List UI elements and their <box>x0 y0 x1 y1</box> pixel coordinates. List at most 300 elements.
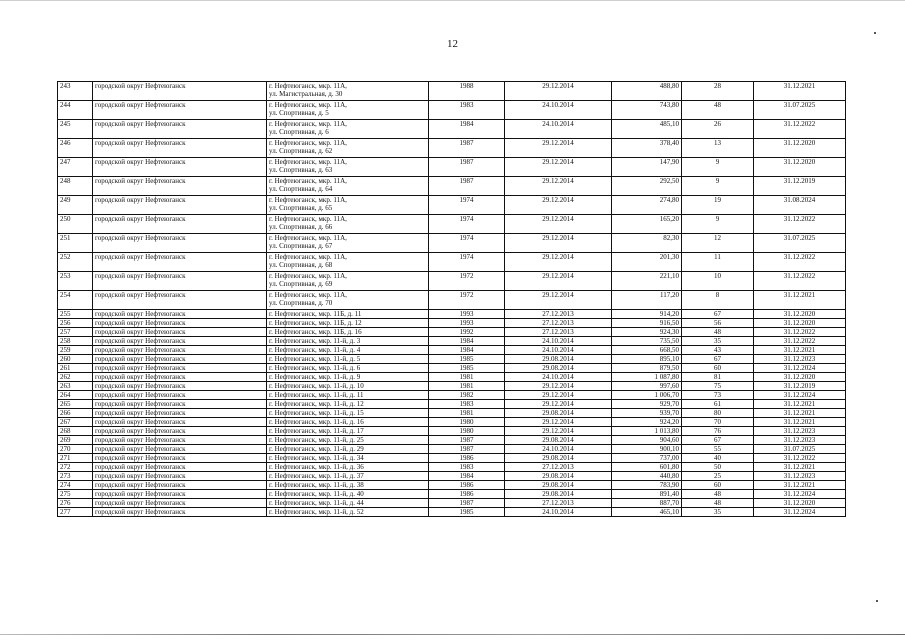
cell-number: 254 <box>58 291 93 310</box>
cell-number: 267 <box>58 418 93 427</box>
cell-date: 29.12.2014 <box>505 418 612 427</box>
cell-number: 244 <box>58 101 93 120</box>
address-street-line: ул. Спортивная, д. 70 <box>269 299 333 307</box>
cell-date: 24.10.2014 <box>505 337 612 346</box>
cell-address <box>267 101 429 120</box>
table-row <box>58 101 846 120</box>
address-line: г. Нефтеюганск, мкр. 11-й, д. 3 <box>269 337 361 345</box>
cell-deadline: 31.12.2024 <box>754 490 846 499</box>
cell-area: 743,80 <box>612 101 682 120</box>
address-line: г. Нефтеюганск, мкр. 11-й, д. 5 <box>269 355 361 363</box>
cell-deadline: 31.12.2019 <box>754 382 846 391</box>
address-line: г. Нефтеюганск, мкр. 11А, <box>269 82 347 90</box>
cell-year: 1987 <box>429 139 505 158</box>
cell-area: 891,40 <box>612 490 682 499</box>
cell-district: городской округ Нефтеюганск <box>93 454 267 463</box>
cell-deadline: 31.12.2022 <box>754 215 846 234</box>
cell-address <box>267 481 429 490</box>
cell-number: 262 <box>58 373 93 382</box>
cell-deadline: 31.12.2021 <box>754 463 846 472</box>
table-row <box>58 328 846 337</box>
cell-address <box>267 427 429 436</box>
table-row <box>58 346 846 355</box>
cell-count: 40 <box>682 454 754 463</box>
cell-count: 75 <box>682 382 754 391</box>
address-line: г. Нефтеюганск, мкр. 11-й, д. 44 <box>269 499 364 507</box>
cell-year: 1988 <box>429 82 505 101</box>
cell-date: 29.12.2014 <box>505 139 612 158</box>
cell-number: 259 <box>58 346 93 355</box>
table-row <box>58 196 846 215</box>
cell-deadline: 31.12.2021 <box>754 481 846 490</box>
address-line: г. Нефтеюганск, мкр. 11-й, д. 36 <box>269 463 364 471</box>
cell-date: 29.12.2014 <box>505 427 612 436</box>
cell-count: 26 <box>682 120 754 139</box>
table-row <box>58 391 846 400</box>
cell-date: 29.08.2014 <box>505 490 612 499</box>
cell-deadline: 31.12.2021 <box>754 291 846 310</box>
cell-area: 274,80 <box>612 196 682 215</box>
cell-area: 201,30 <box>612 253 682 272</box>
cell-area: 997,60 <box>612 382 682 391</box>
cell-deadline: 31.12.2020 <box>754 310 846 319</box>
cell-deadline: 31.07.2025 <box>754 445 846 454</box>
cell-count: 55 <box>682 445 754 454</box>
cell-date: 29.08.2014 <box>505 364 612 373</box>
cell-address <box>267 436 429 445</box>
cell-deadline: 31.12.2024 <box>754 364 846 373</box>
table-row <box>58 139 846 158</box>
cell-number: 247 <box>58 158 93 177</box>
cell-address <box>267 382 429 391</box>
cell-address <box>267 400 429 409</box>
cell-district: городской округ Нефтеюганск <box>93 481 267 490</box>
cell-address <box>267 355 429 364</box>
cell-year: 1983 <box>429 101 505 120</box>
cell-deadline: 31.12.2023 <box>754 436 846 445</box>
scan-speck <box>874 32 876 34</box>
cell-date: 29.12.2014 <box>505 234 612 253</box>
cell-count: 70 <box>682 418 754 427</box>
cell-area: 887,70 <box>612 499 682 508</box>
cell-date: 29.08.2014 <box>505 454 612 463</box>
table-row <box>58 490 846 499</box>
cell-count: 60 <box>682 481 754 490</box>
cell-district: городской округ Нефтеюганск <box>93 499 267 508</box>
cell-district: городской округ Нефтеюганск <box>93 253 267 272</box>
cell-number: 269 <box>58 436 93 445</box>
cell-district: городской округ Нефтеюганск <box>93 82 267 101</box>
cell-district: городской округ Нефтеюганск <box>93 177 267 196</box>
cell-count: 76 <box>682 427 754 436</box>
cell-district: городской округ Нефтеюганск <box>93 427 267 436</box>
cell-count: 73 <box>682 391 754 400</box>
address-line: г. Нефтеюганск, мкр. 11А, <box>269 215 347 223</box>
cell-area: 924,30 <box>612 328 682 337</box>
cell-date: 24.10.2014 <box>505 120 612 139</box>
cell-count: 81 <box>682 373 754 382</box>
cell-district: городской округ Нефтеюганск <box>93 418 267 427</box>
cell-count: 80 <box>682 409 754 418</box>
address-street-line: ул. Спортивная, д. 5 <box>269 109 329 117</box>
cell-address <box>267 418 429 427</box>
cell-address <box>267 177 429 196</box>
address-line: г. Нефтеюганск, мкр. 11А, <box>269 196 347 204</box>
cell-address <box>267 508 429 517</box>
cell-date: 29.08.2014 <box>505 409 612 418</box>
cell-year: 1981 <box>429 409 505 418</box>
cell-area: 465,10 <box>612 508 682 517</box>
cell-address <box>267 463 429 472</box>
cell-area: 147,90 <box>612 158 682 177</box>
table-row <box>58 463 846 472</box>
cell-date: 27.12.2013 <box>505 328 612 337</box>
table-row <box>58 158 846 177</box>
cell-count: 13 <box>682 139 754 158</box>
table-row <box>58 364 846 373</box>
cell-number: 248 <box>58 177 93 196</box>
table-row <box>58 82 846 101</box>
cell-year: 1993 <box>429 310 505 319</box>
cell-area: 485,10 <box>612 120 682 139</box>
cell-address <box>267 215 429 234</box>
cell-count: 35 <box>682 337 754 346</box>
cell-count: 11 <box>682 253 754 272</box>
address-line: г. Нефтеюганск, мкр. 11-й, д. 12 <box>269 400 364 408</box>
table-row <box>58 481 846 490</box>
table-row <box>58 382 846 391</box>
cell-date: 29.12.2014 <box>505 272 612 291</box>
cell-district: городской округ Нефтеюганск <box>93 101 267 120</box>
cell-number: 250 <box>58 215 93 234</box>
cell-count: 48 <box>682 328 754 337</box>
cell-count: 67 <box>682 355 754 364</box>
cell-district: городской округ Нефтеюганск <box>93 139 267 158</box>
cell-address <box>267 454 429 463</box>
cell-count: 35 <box>682 508 754 517</box>
cell-year: 1980 <box>429 418 505 427</box>
cell-date: 29.12.2014 <box>505 382 612 391</box>
table-row <box>58 319 846 328</box>
cell-district: городской округ Нефтеюганск <box>93 391 267 400</box>
cell-district: городской округ Нефтеюганск <box>93 364 267 373</box>
address-line: г. Нефтеюганск, мкр. 11А, <box>269 234 347 242</box>
cell-district: городской округ Нефтеюганск <box>93 382 267 391</box>
cell-address <box>267 253 429 272</box>
cell-count: 19 <box>682 196 754 215</box>
address-line: г. Нефтеюганск, мкр. 11Б, д. 12 <box>269 319 362 327</box>
cell-area: 1 013,80 <box>612 427 682 436</box>
cell-date: 29.12.2014 <box>505 82 612 101</box>
cell-year: 1981 <box>429 382 505 391</box>
cell-number: 265 <box>58 400 93 409</box>
cell-address <box>267 158 429 177</box>
cell-district: городской округ Нефтеюганск <box>93 234 267 253</box>
cell-area: 440,80 <box>612 472 682 481</box>
cell-address <box>267 364 429 373</box>
cell-address <box>267 472 429 481</box>
cell-address <box>267 445 429 454</box>
cell-deadline: 31.12.2020 <box>754 373 846 382</box>
cell-address <box>267 499 429 508</box>
cell-date: 29.12.2014 <box>505 391 612 400</box>
cell-date: 29.08.2014 <box>505 481 612 490</box>
cell-number: 277 <box>58 508 93 517</box>
cell-district: городской округ Нефтеюганск <box>93 436 267 445</box>
cell-number: 246 <box>58 139 93 158</box>
cell-number: 251 <box>58 234 93 253</box>
table-row <box>58 253 846 272</box>
cell-deadline: 31.12.2024 <box>754 391 846 400</box>
cell-district: городской округ Нефтеюганск <box>93 120 267 139</box>
cell-area: 488,80 <box>612 82 682 101</box>
cell-area: 668,50 <box>612 346 682 355</box>
cell-area: 292,50 <box>612 177 682 196</box>
cell-address <box>267 337 429 346</box>
address-line: г. Нефтеюганск, мкр. 11-й, д. 16 <box>269 418 364 426</box>
scan-edge-top <box>0 0 905 1</box>
cell-number: 255 <box>58 310 93 319</box>
cell-count: 25 <box>682 472 754 481</box>
cell-area: 916,50 <box>612 319 682 328</box>
cell-count: 48 <box>682 101 754 120</box>
cell-year: 1986 <box>429 481 505 490</box>
cell-number: 270 <box>58 445 93 454</box>
cell-year: 1987 <box>429 158 505 177</box>
cell-deadline: 31.12.2020 <box>754 139 846 158</box>
address-line: г. Нефтеюганск, мкр. 11-й, д. 34 <box>269 454 364 462</box>
cell-deadline: 31.12.2019 <box>754 177 846 196</box>
cell-district: городской округ Нефтеюганск <box>93 472 267 481</box>
cell-district: городской округ Нефтеюганск <box>93 490 267 499</box>
address-street-line: ул. Спортивная, д. 63 <box>269 166 333 174</box>
address-street-line: ул. Спортивная, д. 65 <box>269 204 333 212</box>
cell-count: 61 <box>682 400 754 409</box>
cell-district: городской округ Нефтеюганск <box>93 196 267 215</box>
cell-count: 10 <box>682 272 754 291</box>
cell-deadline: 31.12.2021 <box>754 82 846 101</box>
cell-deadline: 31.12.2020 <box>754 499 846 508</box>
cell-date: 27.12.2013 <box>505 310 612 319</box>
address-line: г. Нефтеюганск, мкр. 11-й, д. 38 <box>269 481 364 489</box>
cell-address <box>267 196 429 215</box>
address-line: г. Нефтеюганск, мкр. 11-й, д. 11 <box>269 391 364 399</box>
cell-date: 27.12.2013 <box>505 463 612 472</box>
cell-number: 260 <box>58 355 93 364</box>
cell-deadline: 31.12.2023 <box>754 355 846 364</box>
address-line: г. Нефтеюганск, мкр. 11-й, д. 40 <box>269 490 364 498</box>
address-line: г. Нефтеюганск, мкр. 11-й, д. 37 <box>269 472 364 480</box>
cell-deadline: 31.07.2025 <box>754 234 846 253</box>
cell-number: 268 <box>58 427 93 436</box>
cell-deadline: 31.12.2022 <box>754 337 846 346</box>
cell-year: 1984 <box>429 472 505 481</box>
table-row <box>58 234 846 253</box>
page-number: 12 <box>447 38 458 50</box>
table-row <box>58 409 846 418</box>
cell-year: 1981 <box>429 373 505 382</box>
table-row <box>58 120 846 139</box>
cell-date: 29.12.2014 <box>505 253 612 272</box>
cell-year: 1985 <box>429 508 505 517</box>
cell-number: 272 <box>58 463 93 472</box>
cell-year: 1987 <box>429 445 505 454</box>
cell-count: 67 <box>682 436 754 445</box>
cell-number: 276 <box>58 499 93 508</box>
cell-district: городской округ Нефтеюганск <box>93 400 267 409</box>
address-street-line: ул. Магистральная, д. 30 <box>269 90 343 98</box>
cell-district: городской округ Нефтеюганск <box>93 158 267 177</box>
cell-year: 1992 <box>429 328 505 337</box>
cell-deadline: 31.12.2020 <box>754 319 846 328</box>
cell-year: 1984 <box>429 337 505 346</box>
cell-count: 9 <box>682 177 754 196</box>
cell-address <box>267 391 429 400</box>
cell-year: 1985 <box>429 355 505 364</box>
cell-deadline: 31.12.2022 <box>754 120 846 139</box>
cell-address <box>267 319 429 328</box>
table-row <box>58 215 846 234</box>
cell-district: городской округ Нефтеюганск <box>93 310 267 319</box>
cell-date: 29.12.2014 <box>505 400 612 409</box>
cell-date: 24.10.2014 <box>505 101 612 120</box>
cell-year: 1987 <box>429 499 505 508</box>
cell-date: 24.10.2014 <box>505 346 612 355</box>
address-line: г. Нефтеюганск, мкр. 11-й, д. 9 <box>269 373 361 381</box>
table-row <box>58 177 846 196</box>
address-line: г. Нефтеюганск, мкр. 11Б, д. 11 <box>269 310 362 318</box>
cell-area: 165,20 <box>612 215 682 234</box>
cell-number: 273 <box>58 472 93 481</box>
cell-area: 735,50 <box>612 337 682 346</box>
cell-district: городской округ Нефтеюганск <box>93 337 267 346</box>
address-line: г. Нефтеюганск, мкр. 11А, <box>269 177 347 185</box>
cell-area: 900,10 <box>612 445 682 454</box>
address-line: г. Нефтеюганск, мкр. 11А, <box>269 120 347 128</box>
cell-area: 914,20 <box>612 310 682 319</box>
cell-deadline: 31.07.2025 <box>754 101 846 120</box>
cell-district: городской округ Нефтеюганск <box>93 291 267 310</box>
table-row <box>58 472 846 481</box>
address-street-line: ул. Спортивная, д. 67 <box>269 242 333 250</box>
cell-year: 1974 <box>429 253 505 272</box>
address-line: г. Нефтеюганск, мкр. 11А, <box>269 101 347 109</box>
cell-deadline: 31.12.2021 <box>754 400 846 409</box>
address-line: г. Нефтеюганск, мкр. 11-й, д. 52 <box>269 508 364 516</box>
table-row <box>58 310 846 319</box>
cell-deadline: 31.08.2024 <box>754 196 846 215</box>
cell-date: 29.12.2014 <box>505 177 612 196</box>
table-row <box>58 355 846 364</box>
cell-date: 29.12.2014 <box>505 291 612 310</box>
cell-deadline: 31.12.2022 <box>754 454 846 463</box>
cell-count: 9 <box>682 158 754 177</box>
cell-date: 29.12.2014 <box>505 215 612 234</box>
cell-year: 1972 <box>429 272 505 291</box>
cell-year: 1986 <box>429 454 505 463</box>
cell-area: 1 087,80 <box>612 373 682 382</box>
table-row <box>58 291 846 310</box>
address-line: г. Нефтеюганск, мкр. 11А, <box>269 272 347 280</box>
cell-year: 1983 <box>429 400 505 409</box>
cell-area: 601,80 <box>612 463 682 472</box>
cell-year: 1980 <box>429 427 505 436</box>
cell-number: 275 <box>58 490 93 499</box>
cell-address <box>267 139 429 158</box>
cell-deadline: 31.12.2022 <box>754 328 846 337</box>
cell-district: городской округ Нефтеюганск <box>93 346 267 355</box>
scan-speck <box>876 600 878 602</box>
cell-address <box>267 120 429 139</box>
scan-edge-bottom <box>0 634 905 635</box>
cell-area: 879,50 <box>612 364 682 373</box>
cell-district: городской округ Нефтеюганск <box>93 319 267 328</box>
table-row <box>58 400 846 409</box>
cell-area: 924,20 <box>612 418 682 427</box>
cell-district: городской округ Нефтеюганск <box>93 355 267 364</box>
registry-table <box>57 81 846 517</box>
address-line: г. Нефтеюганск, мкр. 11-й, д. 6 <box>269 364 361 372</box>
cell-count: 50 <box>682 463 754 472</box>
cell-date: 29.08.2014 <box>505 472 612 481</box>
cell-date: 29.08.2014 <box>505 355 612 364</box>
cell-deadline: 31.12.2020 <box>754 158 846 177</box>
cell-year: 1987 <box>429 177 505 196</box>
address-street-line: ул. Спортивная, д. 64 <box>269 185 333 193</box>
cell-address <box>267 346 429 355</box>
cell-deadline: 31.12.2022 <box>754 253 846 272</box>
cell-year: 1985 <box>429 364 505 373</box>
cell-district: городской округ Нефтеюганск <box>93 463 267 472</box>
cell-number: 243 <box>58 82 93 101</box>
cell-year: 1984 <box>429 346 505 355</box>
cell-date: 24.10.2014 <box>505 373 612 382</box>
cell-area: 378,40 <box>612 139 682 158</box>
table-row <box>58 427 846 436</box>
cell-address <box>267 234 429 253</box>
cell-number: 264 <box>58 391 93 400</box>
cell-area: 737,00 <box>612 454 682 463</box>
cell-address <box>267 272 429 291</box>
cell-count: 56 <box>682 319 754 328</box>
cell-date: 29.12.2014 <box>505 158 612 177</box>
cell-year: 1984 <box>429 120 505 139</box>
address-street-line: ул. Спортивная, д. 68 <box>269 261 333 269</box>
cell-year: 1972 <box>429 291 505 310</box>
cell-address <box>267 409 429 418</box>
cell-year: 1974 <box>429 234 505 253</box>
cell-year: 1993 <box>429 319 505 328</box>
cell-number: 253 <box>58 272 93 291</box>
cell-year: 1974 <box>429 196 505 215</box>
cell-count: 60 <box>682 364 754 373</box>
address-street-line: ул. Спортивная, д. 6 <box>269 128 329 136</box>
cell-district: городской округ Нефтеюганск <box>93 373 267 382</box>
cell-count: 48 <box>682 490 754 499</box>
table-row <box>58 272 846 291</box>
address-line: г. Нефтеюганск, мкр. 11Б, д. 16 <box>269 328 362 336</box>
cell-deadline: 31.12.2024 <box>754 508 846 517</box>
table-row <box>58 373 846 382</box>
address-street-line: ул. Спортивная, д. 69 <box>269 280 333 288</box>
cell-address <box>267 490 429 499</box>
table-row <box>58 337 846 346</box>
address-line: г. Нефтеюганск, мкр. 11-й, д. 29 <box>269 445 364 453</box>
cell-number: 256 <box>58 319 93 328</box>
cell-number: 263 <box>58 382 93 391</box>
cell-count: 43 <box>682 346 754 355</box>
cell-district: городской округ Нефтеюганск <box>93 409 267 418</box>
